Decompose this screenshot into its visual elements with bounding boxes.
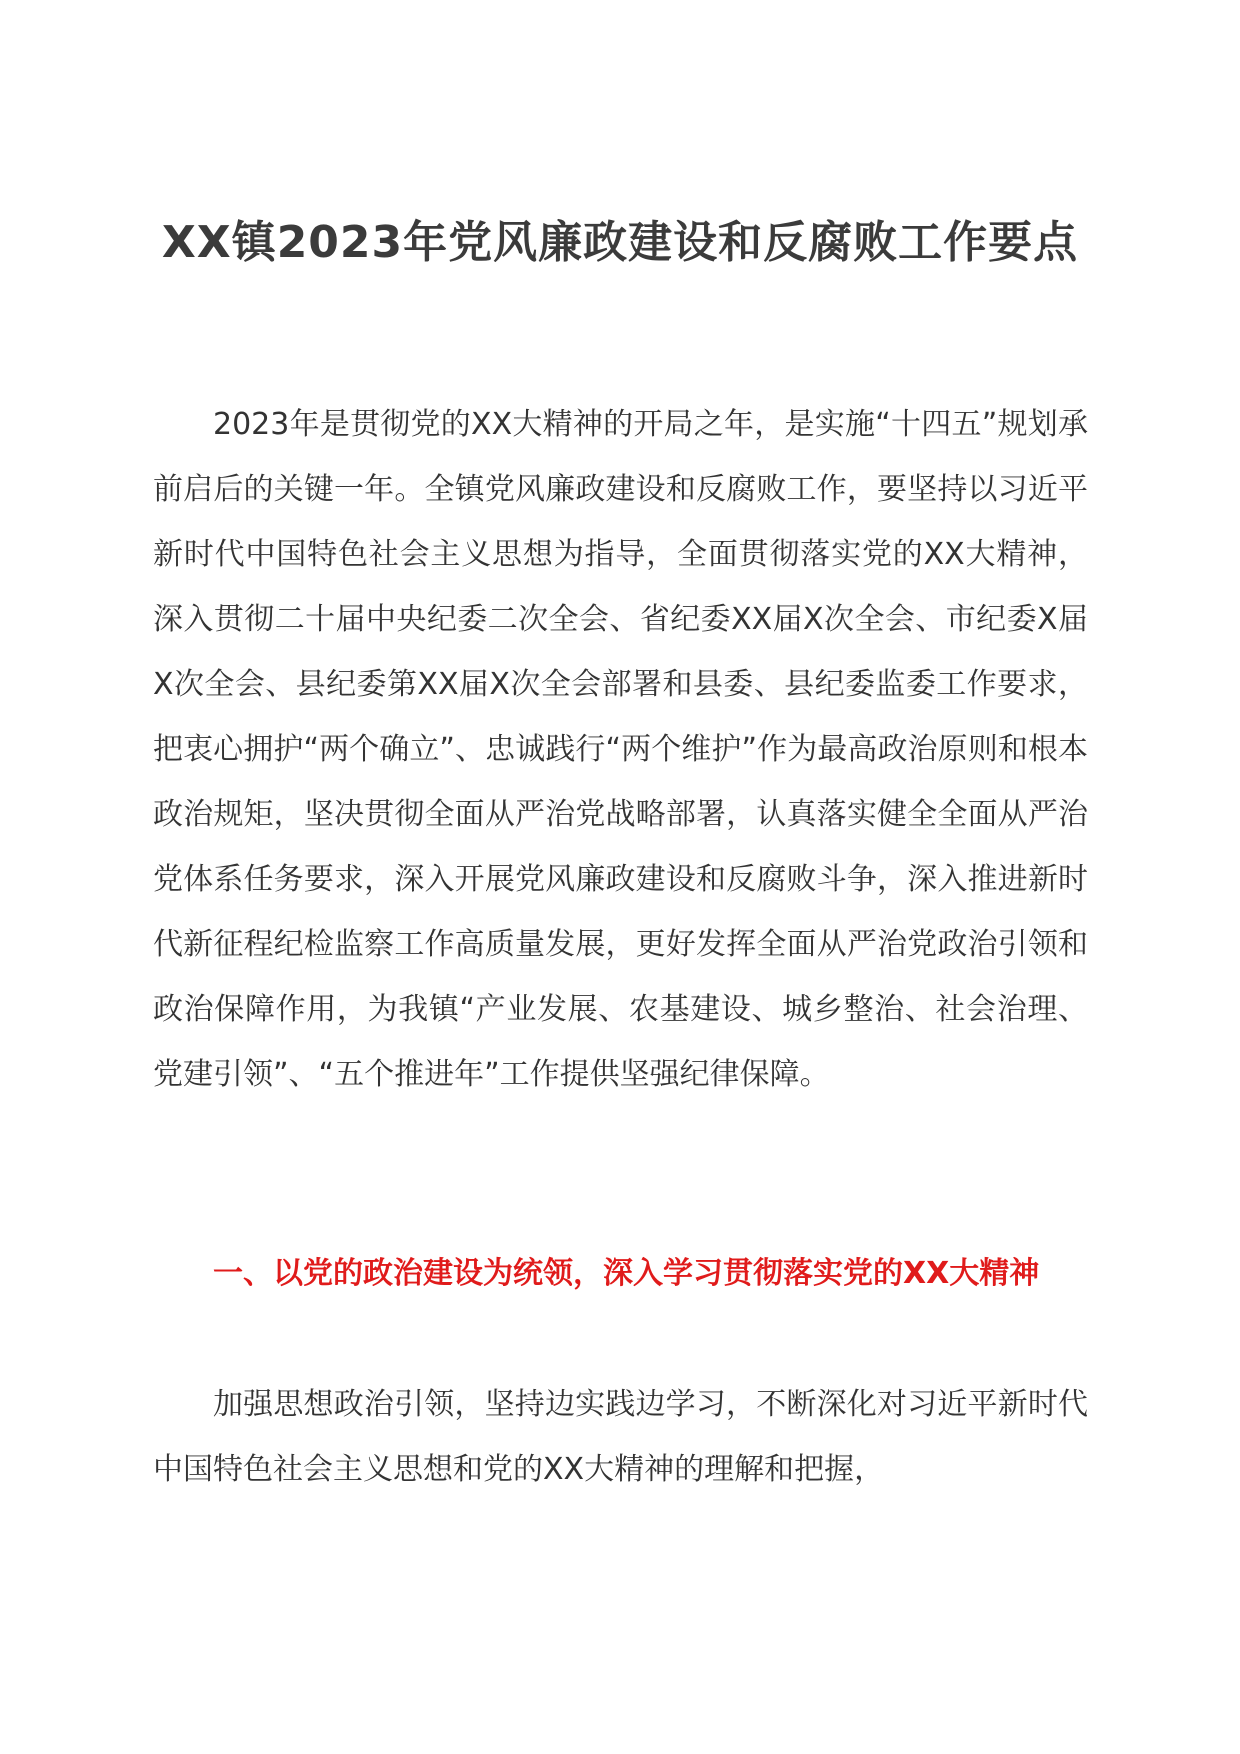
intro-paragraph: 2023年是贯彻党的XX大精神的开局之年，是实施“十四五”规划承前启后的关键一年。全镇党风廉政建设和反腐败工作，要坚持以习近平新时代中国特色社会主义思想为指导，全面贯彻落实党的XX大精神，深入贯彻二十届中央纪委二次全会、省纪委XX届X次全会、市纪委X届X次全会、县纪委第XX届X次全会部署和县委、县纪委监委工作要求，把衷心拥护“两个确立”、忠诚践行“两个维护”作为最高政治原则和根本政治规矩，坚决贯彻全面从严治党战略部署，认真落实健全全面从严治党体系任务要求，深入开展党风廉政建设和反腐败斗争，深入推进新时代新征程纪检监察工作高质量发展，更好发挥全面从严治党政治引领和政治保障作用，为我镇“产业发展、农基建设、城乡整治、社会治理、党建引领”、“五个推进年”工作提供坚强纪律保障。	[153, 407, 1088, 1092]
section-heading-1: 一、以党的政治建设为统领，深入学习贯彻落实党的XX大精神	[213, 1256, 1040, 1291]
section-1-paragraph: 加强思想政治引领，坚持边实践边学习，不断深化对习近平新时代中国特色社会主义思想和党的XX大精神的理解和把握，	[153, 1387, 1088, 1487]
document-title: XX镇2023年党风廉政建设和反腐败工作要点	[161, 217, 1079, 268]
